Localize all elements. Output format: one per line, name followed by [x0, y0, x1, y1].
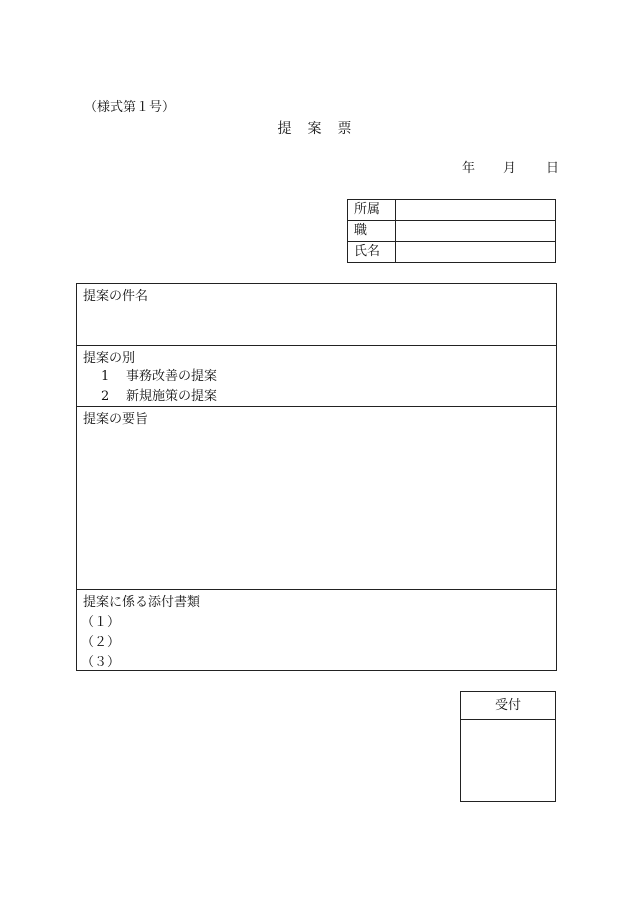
affiliation-label: 所属	[348, 200, 396, 220]
proposal-type-option-1[interactable]	[101, 370, 217, 383]
proposal-type-section	[77, 346, 556, 407]
attachments-label: 提案に係る添付書類	[83, 595, 201, 610]
date-day-label: 日	[546, 161, 560, 176]
applicant-row-affiliation	[348, 200, 555, 221]
attachment-item-1[interactable]: （１）	[81, 615, 121, 630]
document-title: 提 案 票	[277, 121, 353, 137]
option-number: 1	[101, 369, 110, 384]
name-field[interactable]	[396, 242, 555, 262]
attachments-section	[77, 590, 556, 670]
proposal-type-label: 提案の別	[83, 351, 136, 366]
option-text: 事務改善の提案	[126, 369, 218, 384]
applicant-table	[347, 199, 556, 263]
position-field[interactable]	[396, 221, 555, 241]
proposal-subject-label: 提案の件名	[83, 289, 149, 304]
proposal-summary-section[interactable]	[77, 407, 556, 590]
attachment-item-3[interactable]: （３）	[81, 655, 121, 670]
applicant-row-name	[348, 242, 555, 262]
date-month-label: 月	[503, 161, 517, 176]
proposal-subject-section[interactable]	[77, 284, 556, 346]
receipt-box	[460, 691, 556, 802]
name-label: 氏名	[348, 242, 396, 262]
position-label: 職	[348, 221, 396, 241]
receipt-label: 受付	[461, 692, 555, 720]
applicant-row-position	[348, 221, 555, 242]
date-year-label: 年	[462, 161, 476, 176]
proposal-summary-label: 提案の要旨	[83, 412, 149, 427]
receipt-stamp-area[interactable]	[461, 720, 555, 801]
proposal-type-option-2[interactable]	[101, 390, 217, 403]
option-text: 新規施策の提案	[126, 389, 218, 404]
proposal-table	[76, 283, 557, 671]
form-number: （様式第１号）	[84, 100, 176, 115]
affiliation-field[interactable]	[396, 200, 555, 220]
option-number: 2	[101, 389, 110, 404]
date-line	[462, 162, 559, 175]
attachment-item-2[interactable]: （２）	[81, 635, 121, 650]
